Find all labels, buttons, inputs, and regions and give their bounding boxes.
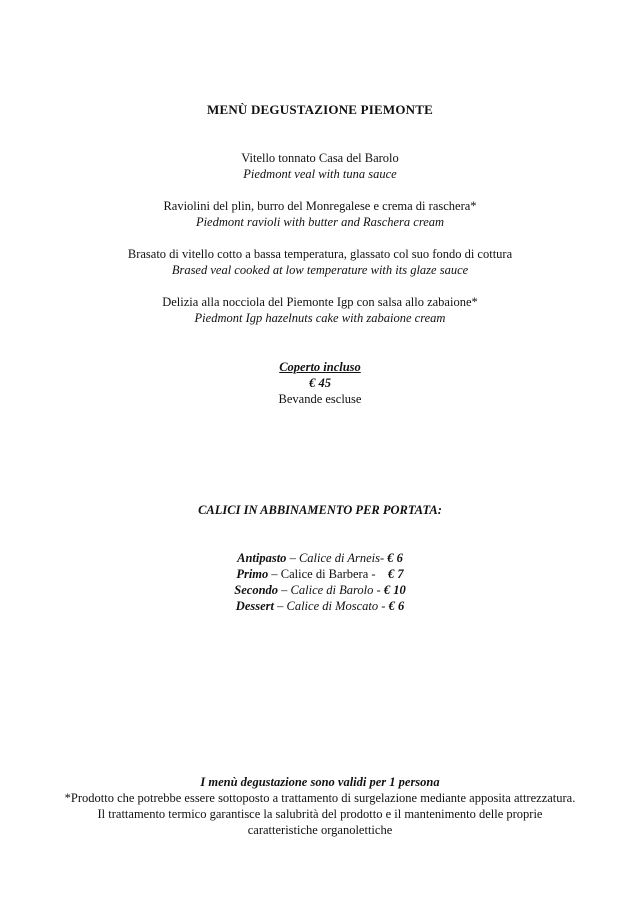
coperto-label: Coperto incluso: [279, 360, 361, 374]
pairing-wine: – Calice di Arneis: [286, 551, 380, 565]
validity-note: I menù degustazione sono validi per 1 persona: [200, 775, 440, 789]
dish-item: [0, 294, 640, 326]
price-block: [0, 359, 640, 407]
pairing-separator: -: [379, 551, 388, 565]
dish-name-italian: Raviolini del plin, burro del Monregalese e crema di raschera*: [163, 199, 477, 213]
frozen-product-note: *Prodotto che potrebbe essere sottoposto a trattamento di surgelazione mediante apposita attrezzatura.: [64, 791, 576, 805]
footer-notes: [0, 774, 640, 838]
pairing-wine: – Calice di Barolo: [278, 583, 374, 597]
pairing-row: [0, 598, 640, 614]
dish-item: [0, 198, 640, 230]
dish-name-english: Piedmont ravioli with butter and Raschera cream: [195, 215, 445, 229]
dish-list: [0, 150, 640, 342]
treatment-note-cont: caratteristiche organolettiche: [247, 823, 393, 837]
pairing-course: Antipasto: [237, 551, 287, 565]
menu-title: MENÙ DEGUSTAZIONE PIEMONTE: [207, 102, 433, 117]
dish-item: [0, 150, 640, 182]
pairing-course: Secondo: [234, 583, 279, 597]
pairing-price: € 6: [387, 551, 403, 565]
dish-name-italian: Brasato di vitello cotto a bassa temperatura, glassato col suo fondo di cottura: [127, 247, 513, 261]
pairing-row: [0, 582, 640, 598]
wine-pairing-heading: CALICI IN ABBINAMENTO PER PORTATA:: [198, 503, 442, 517]
dish-name-english: Brased veal cooked at low temperature with its glaze sauce: [171, 263, 469, 277]
pairing-price: € 10: [383, 583, 406, 597]
menu-price: € 45: [309, 376, 331, 390]
pairing-row: [0, 550, 640, 566]
pairing-price: € 7: [388, 567, 404, 581]
pairing-price: € 6: [388, 599, 405, 613]
dish-name-italian: Vitello tonnato Casa del Barolo: [241, 151, 399, 165]
pairing-course: Dessert: [235, 599, 274, 613]
dish-name-italian: Delizia alla nocciola del Piemonte Igp con salsa allo zabaione*: [162, 295, 478, 309]
pairing-row: [0, 566, 640, 582]
pairing-separator: -: [378, 599, 389, 613]
wine-pairing-list: [0, 550, 640, 614]
pairing-separator: -: [373, 583, 384, 597]
dish-item: [0, 246, 640, 278]
dish-name-english: Piedmont Igp hazelnuts cake with zabaione cream: [194, 311, 446, 325]
treatment-note: Il trattamento termico garantisce la salubrità del prodotto e il mantenimento delle proprie: [97, 807, 543, 821]
pairing-wine: – Calice di Barbera -: [268, 567, 389, 581]
pairing-course: Primo: [236, 567, 269, 581]
pairing-wine: – Calice di Moscato: [274, 599, 379, 613]
beverages-note: Bevande escluse: [278, 392, 362, 406]
dish-name-english: Piedmont veal with tuna sauce: [243, 167, 397, 181]
